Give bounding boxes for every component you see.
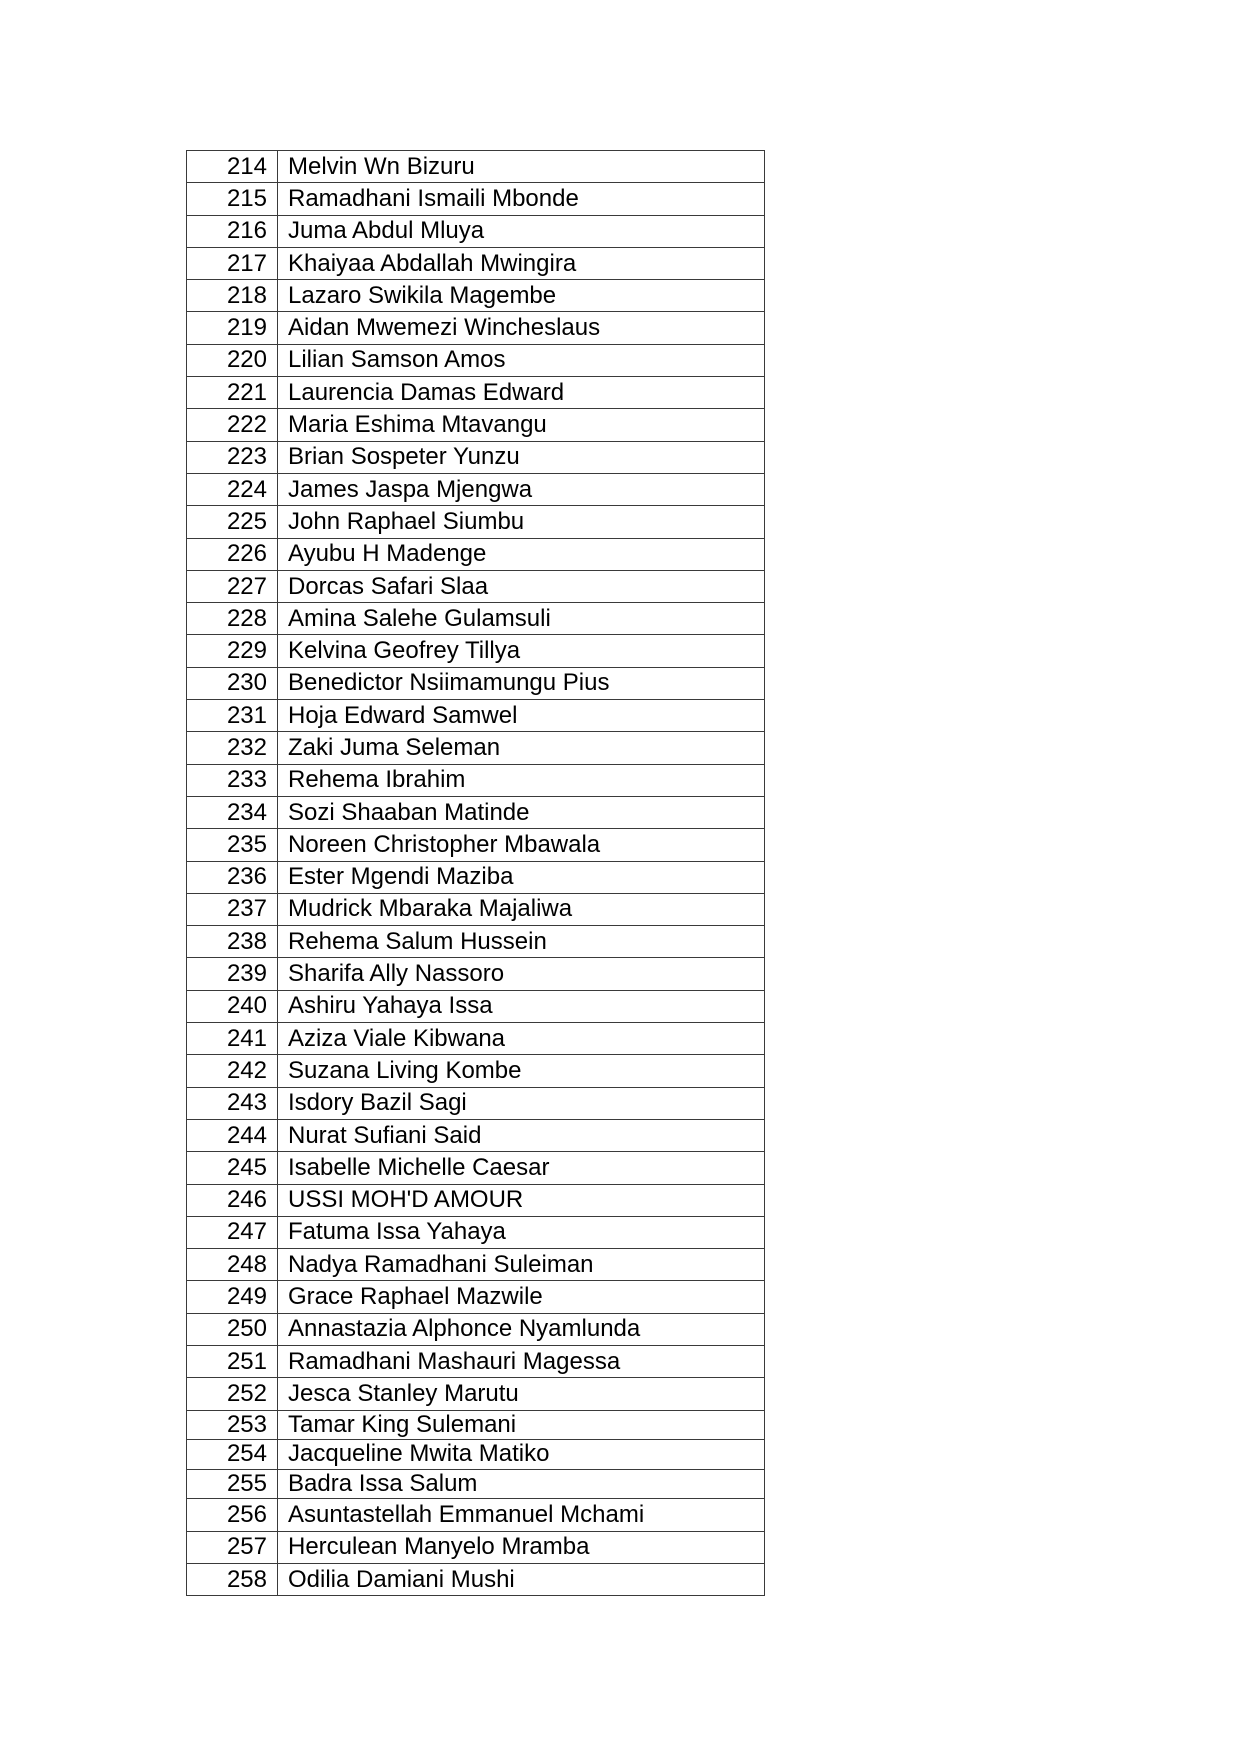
row-number: 250 — [187, 1313, 278, 1345]
person-name: Lazaro Swikila Magembe — [278, 280, 765, 312]
table-row — [187, 1249, 765, 1281]
row-number: 230 — [187, 667, 278, 699]
row-number: 238 — [187, 926, 278, 958]
row-number: 236 — [187, 861, 278, 893]
table-row — [187, 926, 765, 958]
table-row — [187, 1023, 765, 1055]
table-row — [187, 700, 765, 732]
row-number: 249 — [187, 1281, 278, 1313]
row-number: 234 — [187, 796, 278, 828]
table-row — [187, 667, 765, 699]
table-row — [187, 958, 765, 990]
row-number: 225 — [187, 506, 278, 538]
table-row — [187, 570, 765, 602]
person-name: Jacqueline Mwita Matiko — [278, 1440, 765, 1470]
row-number: 214 — [187, 151, 278, 183]
table-row — [187, 1410, 765, 1440]
row-number: 223 — [187, 441, 278, 473]
row-number: 226 — [187, 538, 278, 570]
table-row — [187, 215, 765, 247]
table-row — [187, 603, 765, 635]
table-row — [187, 1345, 765, 1377]
person-name: John Raphael Siumbu — [278, 506, 765, 538]
table-row — [187, 183, 765, 215]
person-name: Annastazia Alphonce Nyamlunda — [278, 1313, 765, 1345]
person-name: Nurat Sufiani Said — [278, 1119, 765, 1151]
table-row — [187, 1440, 765, 1470]
row-number: 251 — [187, 1345, 278, 1377]
table-row — [187, 1152, 765, 1184]
person-name: Brian Sospeter Yunzu — [278, 441, 765, 473]
person-name: Kelvina Geofrey Tillya — [278, 635, 765, 667]
table-row — [187, 764, 765, 796]
table-row — [187, 1531, 765, 1563]
row-number: 256 — [187, 1499, 278, 1531]
person-name: Laurencia Damas Edward — [278, 377, 765, 409]
person-name: Amina Salehe Gulamsuli — [278, 603, 765, 635]
table-row — [187, 441, 765, 473]
table-row — [187, 1469, 765, 1499]
person-name: Ramadhani Ismaili Mbonde — [278, 183, 765, 215]
row-number: 245 — [187, 1152, 278, 1184]
person-name: Khaiyaa Abdallah Mwingira — [278, 247, 765, 279]
table-row — [187, 1055, 765, 1087]
table-row — [187, 344, 765, 376]
person-name: Hoja Edward Samwel — [278, 700, 765, 732]
person-name: Rehema Salum Hussein — [278, 926, 765, 958]
row-number: 224 — [187, 473, 278, 505]
person-name: Fatuma Issa Yahaya — [278, 1216, 765, 1248]
table-row — [187, 377, 765, 409]
row-number: 257 — [187, 1531, 278, 1563]
person-name: Ester Mgendi Maziba — [278, 861, 765, 893]
person-name: Grace Raphael Mazwile — [278, 1281, 765, 1313]
person-name: Ramadhani Mashauri Magessa — [278, 1345, 765, 1377]
table-row — [187, 990, 765, 1022]
person-name: Odilia Damiani Mushi — [278, 1563, 765, 1595]
person-name: Sharifa Ally Nassoro — [278, 958, 765, 990]
row-number: 221 — [187, 377, 278, 409]
row-number: 255 — [187, 1469, 278, 1499]
table-row — [187, 1087, 765, 1119]
person-name: Mudrick Mbaraka Majaliwa — [278, 893, 765, 925]
row-number: 241 — [187, 1023, 278, 1055]
row-number: 231 — [187, 700, 278, 732]
person-name: Jesca Stanley Marutu — [278, 1378, 765, 1410]
row-number: 228 — [187, 603, 278, 635]
row-number: 216 — [187, 215, 278, 247]
row-number: 244 — [187, 1119, 278, 1151]
row-number: 217 — [187, 247, 278, 279]
person-name: Rehema Ibrahim — [278, 764, 765, 796]
row-number: 227 — [187, 570, 278, 602]
person-name: Lilian Samson Amos — [278, 344, 765, 376]
table-row — [187, 151, 765, 183]
row-number: 252 — [187, 1378, 278, 1410]
table-row — [187, 1216, 765, 1248]
row-number: 246 — [187, 1184, 278, 1216]
table-row — [187, 1313, 765, 1345]
person-name: Melvin Wn Bizuru — [278, 151, 765, 183]
person-name: Zaki Juma Seleman — [278, 732, 765, 764]
row-number: 239 — [187, 958, 278, 990]
person-name: Dorcas Safari Slaa — [278, 570, 765, 602]
person-name: Badra Issa Salum — [278, 1469, 765, 1499]
table-row — [187, 473, 765, 505]
person-name: Ayubu H Madenge — [278, 538, 765, 570]
person-name: Isdory Bazil Sagi — [278, 1087, 765, 1119]
person-name: Maria Eshima Mtavangu — [278, 409, 765, 441]
row-number: 253 — [187, 1410, 278, 1440]
table-row — [187, 506, 765, 538]
person-name: Asuntastellah Emmanuel Mchami — [278, 1499, 765, 1531]
name-list-body — [187, 151, 765, 1596]
person-name: Aidan Mwemezi Wincheslaus — [278, 312, 765, 344]
table-row — [187, 280, 765, 312]
table-row — [187, 1281, 765, 1313]
row-number: 258 — [187, 1563, 278, 1595]
row-number: 220 — [187, 344, 278, 376]
table-row — [187, 1184, 765, 1216]
table-row — [187, 1499, 765, 1531]
person-name: Noreen Christopher Mbawala — [278, 829, 765, 861]
row-number: 235 — [187, 829, 278, 861]
table-row — [187, 893, 765, 925]
table-row — [187, 409, 765, 441]
row-number: 232 — [187, 732, 278, 764]
person-name: Suzana Living Kombe — [278, 1055, 765, 1087]
table-row — [187, 1563, 765, 1595]
person-name: Juma Abdul Mluya — [278, 215, 765, 247]
person-name: Nadya Ramadhani Suleiman — [278, 1249, 765, 1281]
row-number: 242 — [187, 1055, 278, 1087]
person-name: James Jaspa Mjengwa — [278, 473, 765, 505]
person-name: Sozi Shaaban Matinde — [278, 796, 765, 828]
row-number: 229 — [187, 635, 278, 667]
table-row — [187, 1119, 765, 1151]
table-row — [187, 312, 765, 344]
row-number: 240 — [187, 990, 278, 1022]
row-number: 215 — [187, 183, 278, 215]
name-list-table — [186, 150, 765, 1596]
person-name: Ashiru Yahaya Issa — [278, 990, 765, 1022]
row-number: 219 — [187, 312, 278, 344]
person-name: Isabelle Michelle Caesar — [278, 1152, 765, 1184]
table-row — [187, 732, 765, 764]
table-row — [187, 1378, 765, 1410]
person-name: Benedictor Nsiimamungu Pius — [278, 667, 765, 699]
table-row — [187, 829, 765, 861]
table-row — [187, 635, 765, 667]
row-number: 237 — [187, 893, 278, 925]
table-row — [187, 538, 765, 570]
row-number: 222 — [187, 409, 278, 441]
row-number: 233 — [187, 764, 278, 796]
table-row — [187, 247, 765, 279]
row-number: 248 — [187, 1249, 278, 1281]
row-number: 218 — [187, 280, 278, 312]
table-row — [187, 861, 765, 893]
person-name: USSI MOH'D AMOUR — [278, 1184, 765, 1216]
person-name: Tamar King Sulemani — [278, 1410, 765, 1440]
row-number: 254 — [187, 1440, 278, 1470]
person-name: Aziza Viale Kibwana — [278, 1023, 765, 1055]
row-number: 247 — [187, 1216, 278, 1248]
person-name: Herculean Manyelo Mramba — [278, 1531, 765, 1563]
row-number: 243 — [187, 1087, 278, 1119]
table-row — [187, 796, 765, 828]
